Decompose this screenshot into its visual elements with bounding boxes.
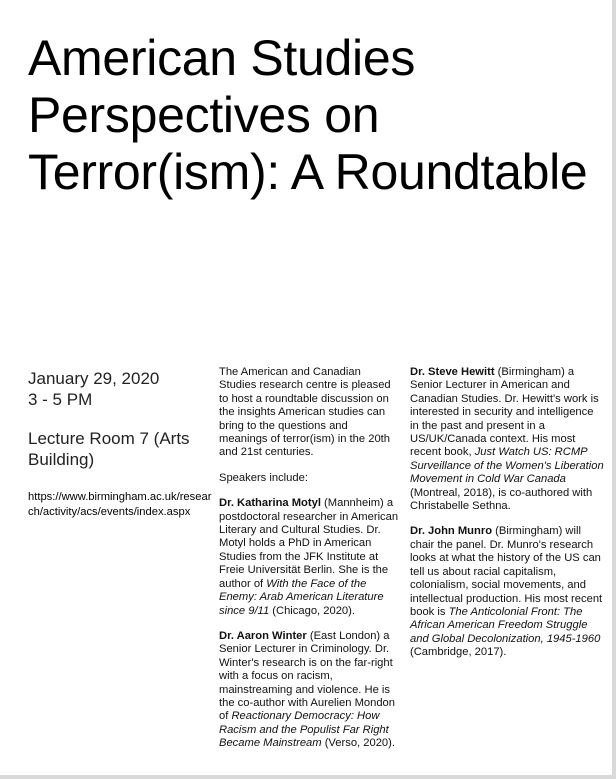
speaker-name: Dr. John Munro xyxy=(410,525,493,538)
speaker-affiliation: (Mannheim) xyxy=(320,497,384,510)
speaker-book-title: Just Watch US: RCMP Surveillance of the Women's Liberation Movement in Cold War Canada xyxy=(410,446,604,486)
event-venue: Lecture Room 7 (Arts Building) xyxy=(28,429,190,469)
speaker-winter xyxy=(219,630,399,751)
speaker-book-title: With the Face of the Enemy: Arab American Literature since 9/11 xyxy=(219,577,384,617)
intro-paragraph: The American and Canadian Studies research centre is pleased to host a roundtable discussion on the insights American studies can bring to the questions and meanings of terror(ism) in the 20th and 21st centuries. xyxy=(219,366,391,459)
speaker-name: Dr. Katharina Motyl xyxy=(219,497,321,510)
speaker-hewitt xyxy=(410,366,605,513)
speaker-book-publisher: (Chicago, 2020). xyxy=(269,604,355,617)
speaker-bio: a postdoctoral researcher in American Literary and Cultural Studies. Dr. Motyl holds a PhD in American Studies from the JFK Institute at Freie Universität Berlin. She is the author of xyxy=(219,497,399,590)
speaker-book-title: The Anticolonial Front: The African American Freedom Struggle and Global Decolonization, 1945-1960 xyxy=(410,605,601,645)
poster-title: American Studies Perspectives on Terror(ism): A Roundtable xyxy=(28,30,588,200)
event-details xyxy=(28,368,213,520)
text-column-2 xyxy=(410,366,605,672)
event-time-text: 3 - 5 PM xyxy=(28,390,93,409)
speaker-munro xyxy=(410,525,605,659)
speaker-motyl xyxy=(219,497,399,618)
event-date xyxy=(28,368,213,410)
speaker-bio: a Senior Lecturer in Criminology. Dr. Winter's research is on the far-right with a focus on racism, mainstreaming and violence. He is the co-author with Aurelien Mondon of xyxy=(219,629,396,723)
speaker-book-publisher: (Montreal, 2018), is co-authored with Christabelle Sethna. xyxy=(410,486,593,513)
speaker-affiliation: (Birmingham) xyxy=(494,366,565,378)
speaker-name: Dr. Steve Hewitt xyxy=(410,366,495,378)
text-column-1 xyxy=(219,366,399,763)
speaker-affiliation: (Birmingham) xyxy=(492,525,563,538)
speakers-heading: Speakers include: xyxy=(219,471,308,484)
event-date-text: January 29, 2020 xyxy=(28,369,160,388)
speaker-bio: a Senior Lecturer in American and Canadian Studies. Dr. Hewitt's work is interested in security and intelligence in the past and present in a US/UK/Canada context. His most recent book, xyxy=(410,366,599,459)
speaker-affiliation: (East London) xyxy=(306,629,381,642)
event-url-link[interactable]: https://www.birmingham.ac.uk/research/activity/acs/events/index.aspx xyxy=(28,491,212,518)
speaker-book-publisher: (Cambridge, 2017). xyxy=(410,646,507,659)
speaker-book-publisher: (Verso, 2020). xyxy=(321,737,395,750)
speaker-book-title: Reactionary Democracy: How Racism and the Populist Far Right Became Mainstream xyxy=(219,710,389,750)
speaker-name: Dr. Aaron Winter xyxy=(219,629,307,642)
speaker-bio: will chair the panel. Dr. Munro's research looks at what the history of the US can tell us about racial capitalism, colonialism, social movements, and intellectual production. His most recent book is xyxy=(410,525,603,618)
